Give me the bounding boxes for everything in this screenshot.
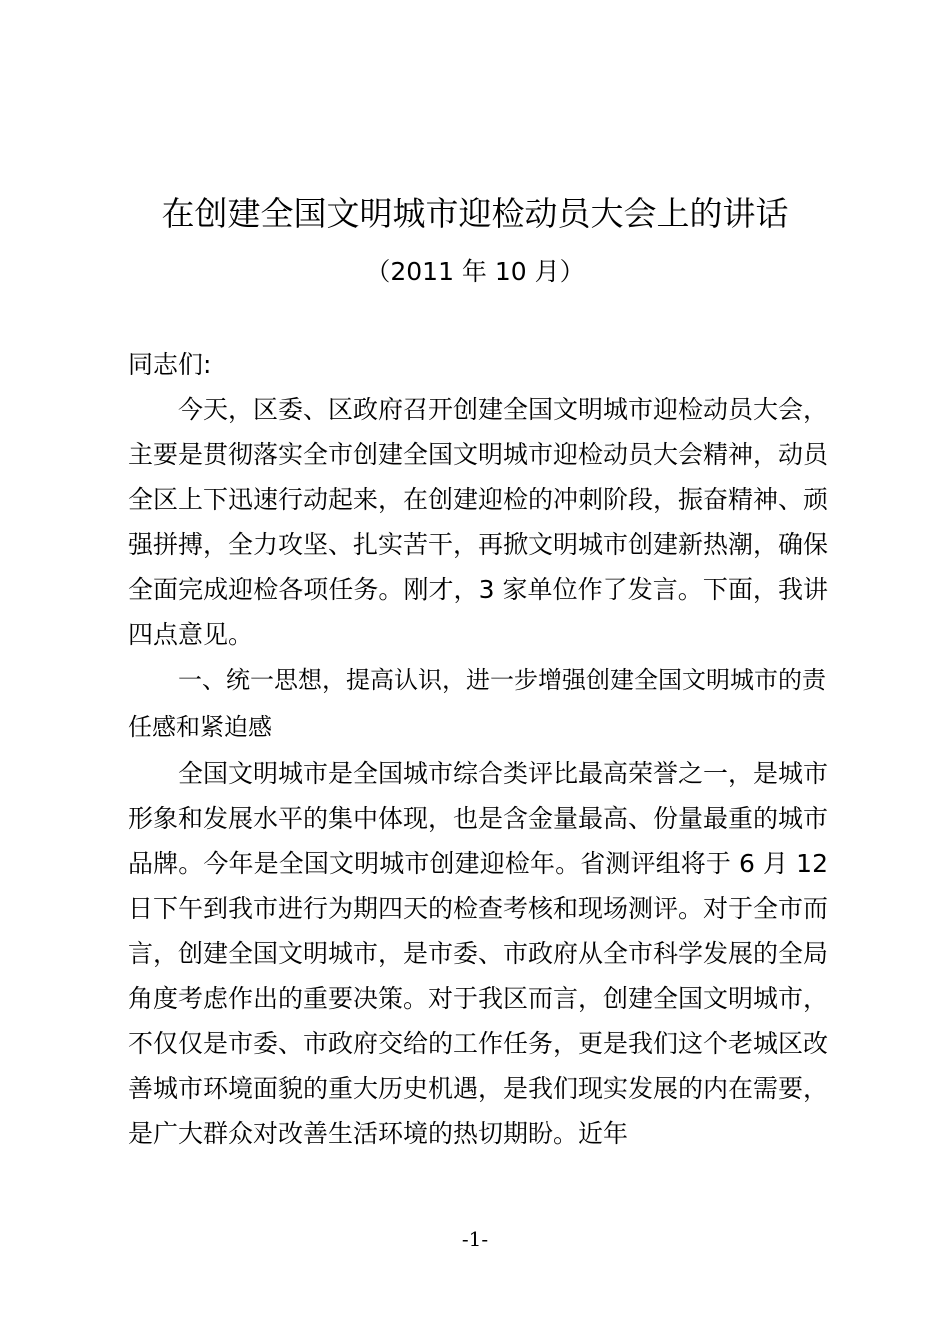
document-date: （2011 年 10 月） (365, 257, 585, 286)
page-number: -1- (461, 1227, 489, 1251)
section-heading-1: 一、统一思想，提高认识，进一步增强创建全国文明城市的责任感和紧迫感 (128, 666, 826, 741)
paragraph-intro: 今天，区委、区政府召开创建全国文明城市迎检动员大会，主要是贯彻落实全市创建全国文明城市迎检动员大会精神，动员全区上下迅速行动起来，在创建迎检的冲刺阶段，振奋精神、顽强拼搏，全力攻坚、扎实苦干，再掀文明城市创建新热潮，确保全面完成迎检各项任务。刚才，3 家单位作了发言。下面，我讲四点意见。 (128, 395, 829, 649)
salutation: 同志们: (128, 350, 212, 379)
document-body (128, 342, 828, 1156)
paragraph-section-1: 全国文明城市是全国城市综合类评比最高荣誉之一，是城市形象和发展水平的集中体现，也是含金量最高、份量最重的城市品牌。今年是全国文明城市创建迎检年。省测评组将于 6 月 12 日下午到我市进行为期四天的检查考核和现场测评。对于全市而言，创建全国文明城市，是市委、市政府从全市科学发展的全局角度考虑作出的重要决策。对于我区而言，创建全国文明城市，不仅仅是市委、市政府交给的工作任务，更是我们这个老城区改善城市环境面貌的重大历史机遇，是我们现实发展的内在需要，是广大群众对改善生活环境的热切期盼。近年 (128, 759, 829, 1148)
document-title: 在创建全国文明城市迎检动员大会上的讲话 (161, 194, 789, 233)
